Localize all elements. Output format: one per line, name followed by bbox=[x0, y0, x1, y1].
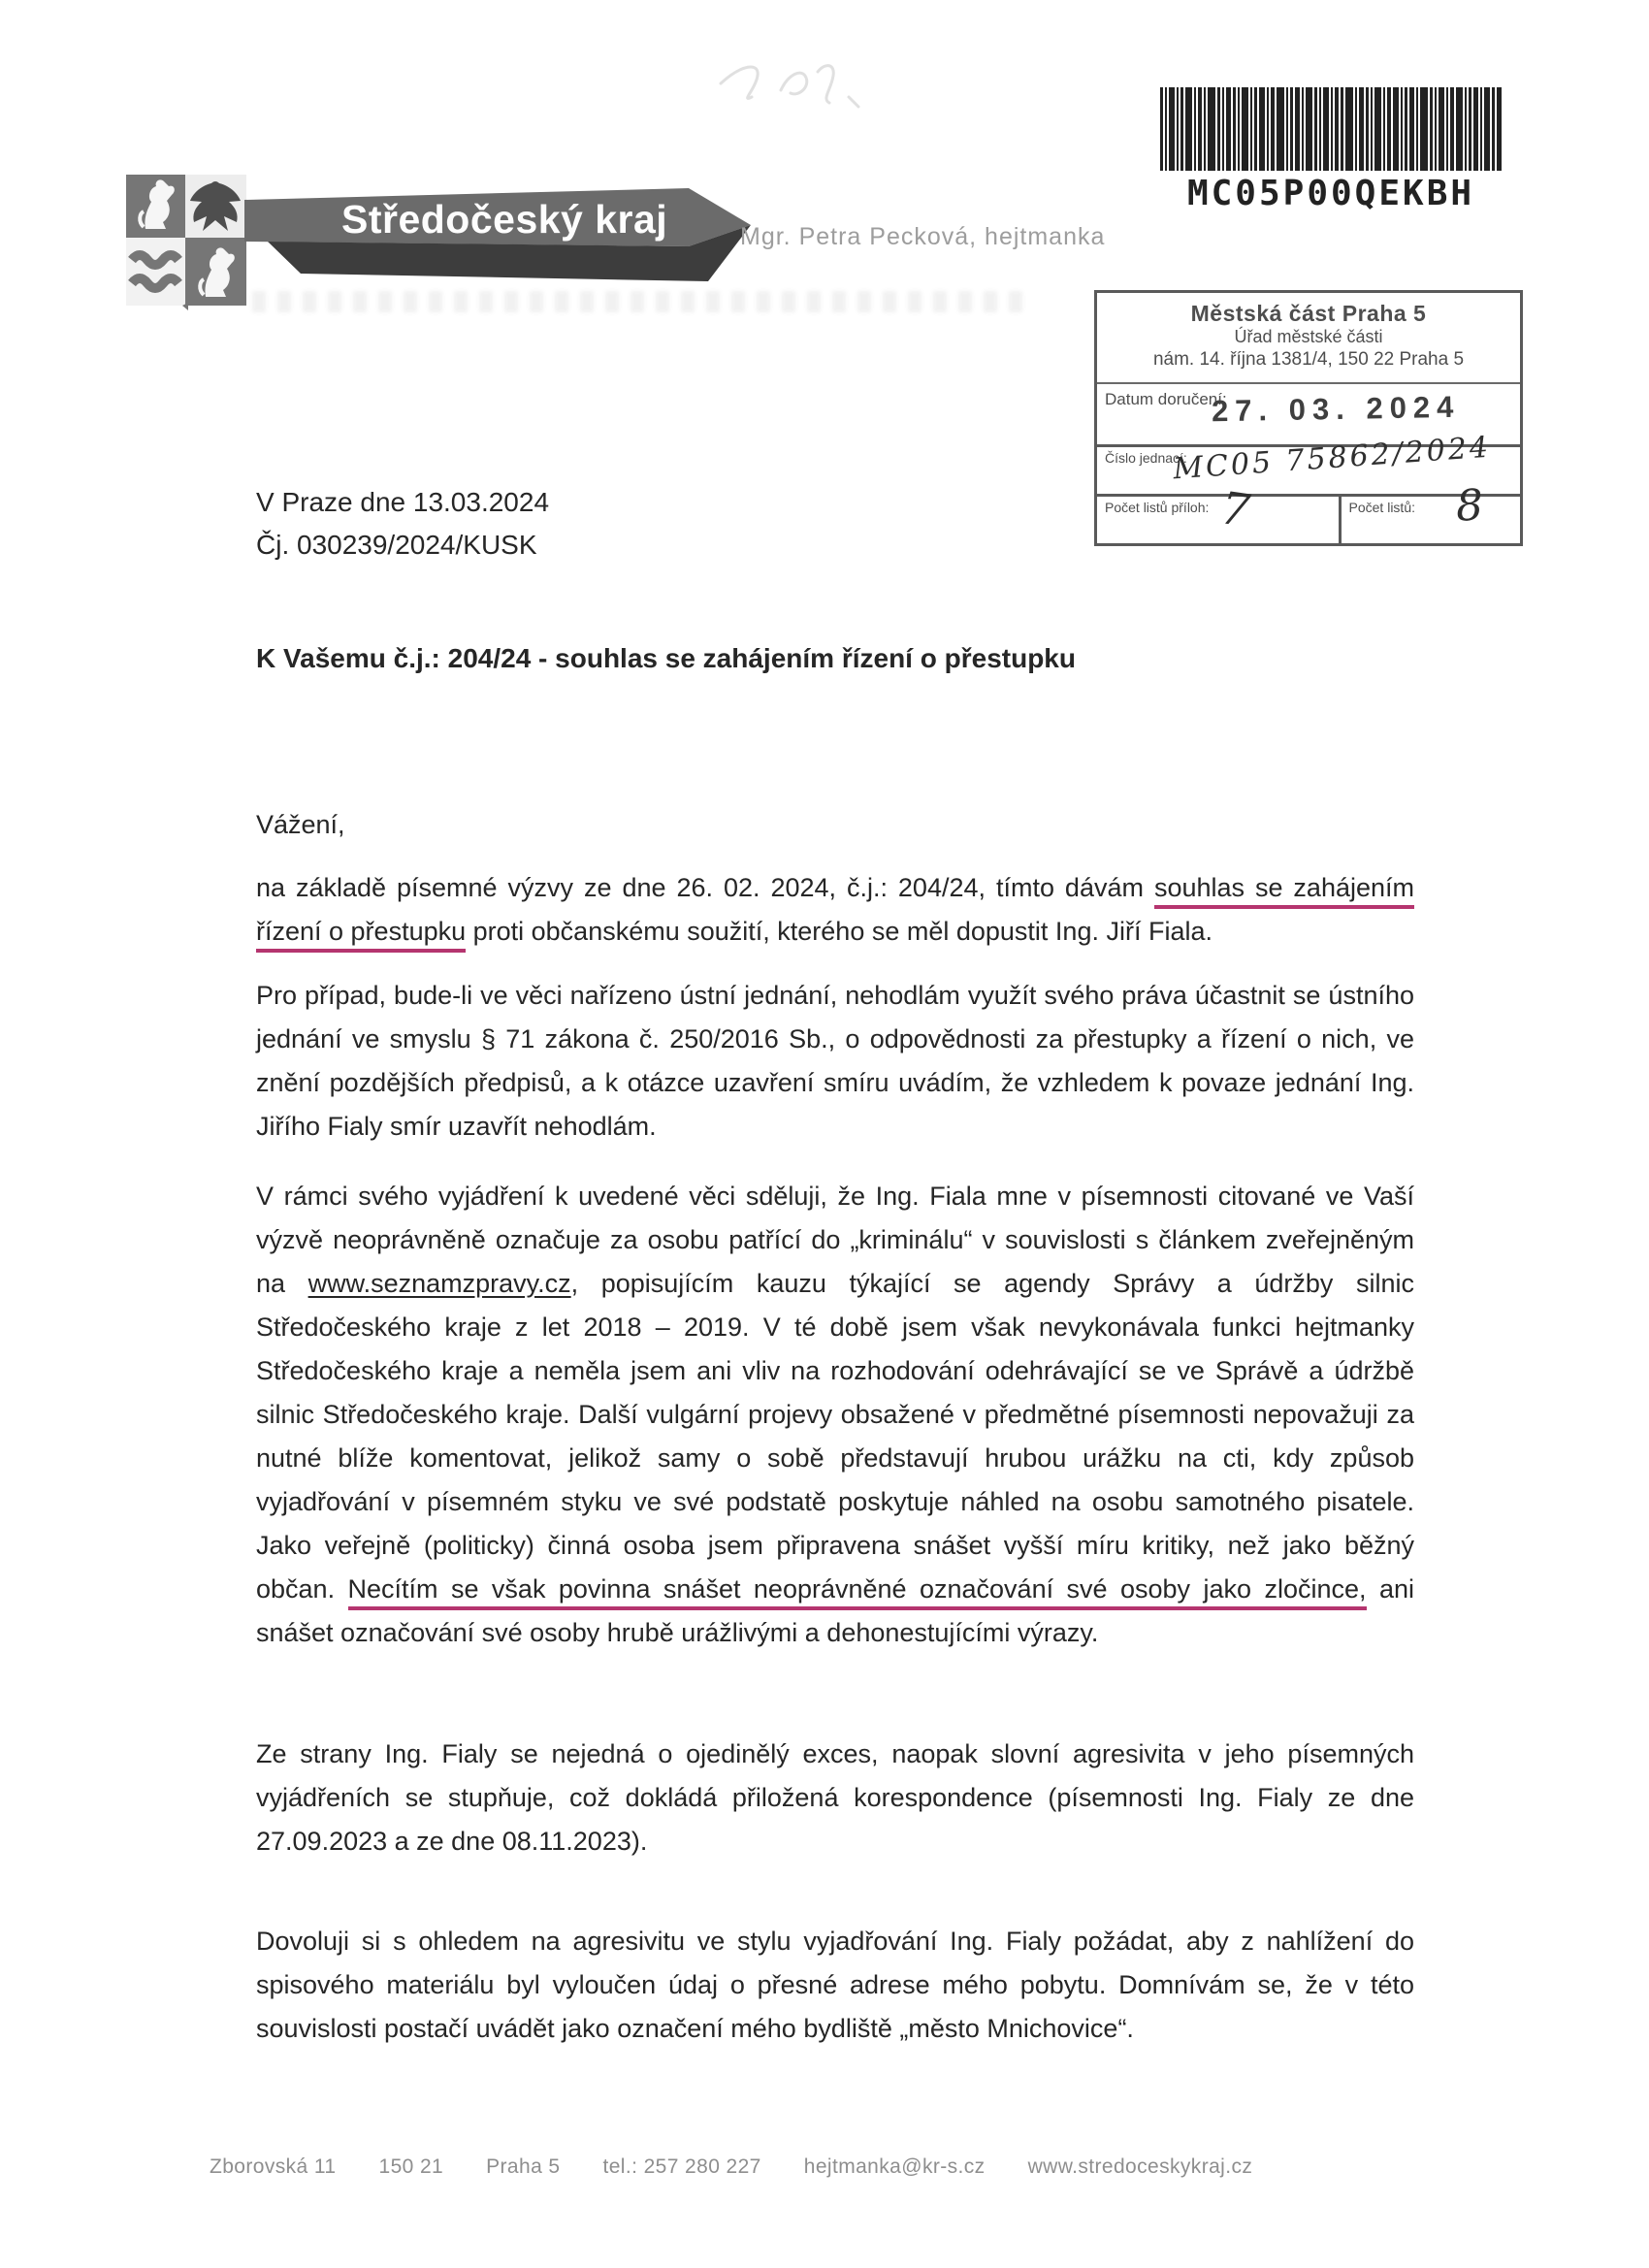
barcode-label: MC05P00QEKBH bbox=[1186, 174, 1475, 213]
barcode-icon bbox=[1160, 87, 1502, 171]
footer-phone: tel.: 257 280 227 bbox=[602, 2155, 761, 2178]
subject-line: K Vašemu č.j.: 204/24 - souhlas se zahájením řízení o přestupku bbox=[256, 643, 1076, 673]
footer-city: Praha 5 bbox=[486, 2155, 561, 2178]
paragraph-address-request: Dovoluji si s ohledem na agresivitu ve stylu vyjadřování Ing. Fialy požádat, aby z nahlížení do spisového materiálu byl vyloučen údaj o přesné adrese mého pobytu. Domnívám se, že v této souvislosti postačí uvádět jako označení mého bydliště „město Mnichovice“. bbox=[256, 1927, 1414, 2043]
stamp-ref-label: Číslo jednací: bbox=[1105, 450, 1187, 467]
paragraph-text: ani snášet označování své osoby hrubě urážlivými a dehonestujícími výrazy. bbox=[256, 1574, 1414, 1647]
coat-of-arms-icon bbox=[124, 173, 248, 310]
stamp-attachments-label: Počet listů příloh: bbox=[1105, 500, 1210, 516]
letter-meta bbox=[256, 481, 549, 567]
footer-web: www.stredoceskykraj.cz bbox=[1027, 2155, 1253, 2178]
salutation: Vážení, bbox=[256, 810, 345, 839]
place-date: V Praze dne 13.03.2024 bbox=[256, 487, 550, 517]
paragraph-hearing: Pro případ, bude-li ve věci nařízeno ústní jednání, nehodlám využít svého práva účastnit se ústního jednání ve smyslu § 71 zákona č. 250/2016 Sb., o odpovědnosti za přestupky a řízení o nich, ve znění pozdějších předpisů, a k otázce uzavření smíru uvádím, že vzhledem k povaze jednání Ing. Jiřího Fialy smír uzavřít nehodlám. bbox=[256, 981, 1414, 1141]
paragraph-text: , popisujícím kauzu týkající se agendy Správy a údržby silnic Středočeského kraje z let 2018 – 2019. V té době jsem však nevykonávala funkci hejtmanky Středočeského kraje a neměla jsem ani vliv na rozhodování odehrávající se ve Správě a údržbě silnic Středočeského kraje. Další vulgární projevy obsažené v předmětné písemnosti nepovažuji za nutné blíže komentovat, jelikož samy o sobě představují hrubou urážku na cti, kdy způsob vyjadřování v písemném styku ve své podstatě poskytuje náhled na osobu samotného pisatele. Jako veřejně (politicky) činná osoba jsem připravena snášet vyšší míru kritiky, než jako běžný občan. bbox=[256, 1269, 1414, 1604]
stamp-date-label: Datum doručení: bbox=[1105, 390, 1227, 409]
stamp-sheets-handwritten: 8 bbox=[1454, 480, 1484, 532]
barcode-block bbox=[1160, 87, 1502, 213]
letter-body bbox=[256, 803, 1414, 2051]
paragraph-text: proti občanskému soužití, kterého se měl dopustit Ing. Jiří Fiala. bbox=[466, 917, 1212, 946]
paragraph-text: na základě písemné výzvy ze dne 26. 02. 2024, č.j.: 204/24, tímto dávám bbox=[256, 873, 1154, 902]
underlined-phrase: Necítím se však povinna snášet neoprávněné označování své osoby jako zločince, bbox=[348, 1574, 1367, 1610]
stamp-title: Městská část Praha 5 bbox=[1190, 301, 1427, 326]
stamp-sheets-label: Počet listů: bbox=[1348, 500, 1415, 516]
print-bleed-artifact bbox=[252, 291, 1028, 312]
paragraph-text: V rámci svého vyjádření k uvedené věci sděluji, že Ing. Fiala mne v písemnosti citované ve Vaší výzvě neoprávněně označuje za osobu patřící do „kriminálu“ v souvislosti s článkem zveřejněným na bbox=[256, 1182, 1414, 1298]
region-name: Středočeský kraj bbox=[341, 197, 668, 242]
letter-footer bbox=[210, 2155, 1252, 2179]
paragraph-statement bbox=[256, 1175, 1414, 1655]
stamp-date-value: 27. 03. 2024 bbox=[1211, 389, 1461, 429]
footer-email: hejtmanka@kr-s.cz bbox=[803, 2155, 986, 2178]
paragraph-escalation: Ze strany Ing. Fialy se nejedná o ojedinělý exces, naopak slovní agresivita v jeho písemných vyjádřeních se stupňuje, což dokládá přiložená korespondence (písemnosti Ing. Fialy ze dne 27.09.2023 a ze dne 08.11.2023). bbox=[256, 1739, 1414, 1856]
ref-number: Čj. 030239/2024/KUSK bbox=[256, 530, 537, 561]
stamp-address: nám. 14. října 1381/4, 150 22 Praha 5 bbox=[1152, 349, 1465, 370]
underlined-phrase: souhlas se zahájením řízení o přestupku bbox=[256, 873, 1414, 953]
stamp-ref-handwritten: MC05 75862/2024 bbox=[1172, 430, 1493, 487]
paragraph-consent bbox=[256, 866, 1414, 954]
stamp-attachments-handwritten: 7 bbox=[1217, 481, 1253, 537]
footer-zip: 150 21 bbox=[378, 2155, 444, 2178]
sender-name: Mgr. Petra Pecková, hejtmanka bbox=[740, 223, 1106, 250]
seznamzpravy-link: www.seznamzpravy.cz bbox=[307, 1269, 571, 1298]
footer-street: Zborovská 11 bbox=[210, 2155, 337, 2178]
stamp-subtitle: Úřad městské části bbox=[1234, 327, 1383, 347]
handwritten-pencil-squiggle bbox=[713, 47, 936, 129]
received-stamp bbox=[1094, 290, 1523, 546]
